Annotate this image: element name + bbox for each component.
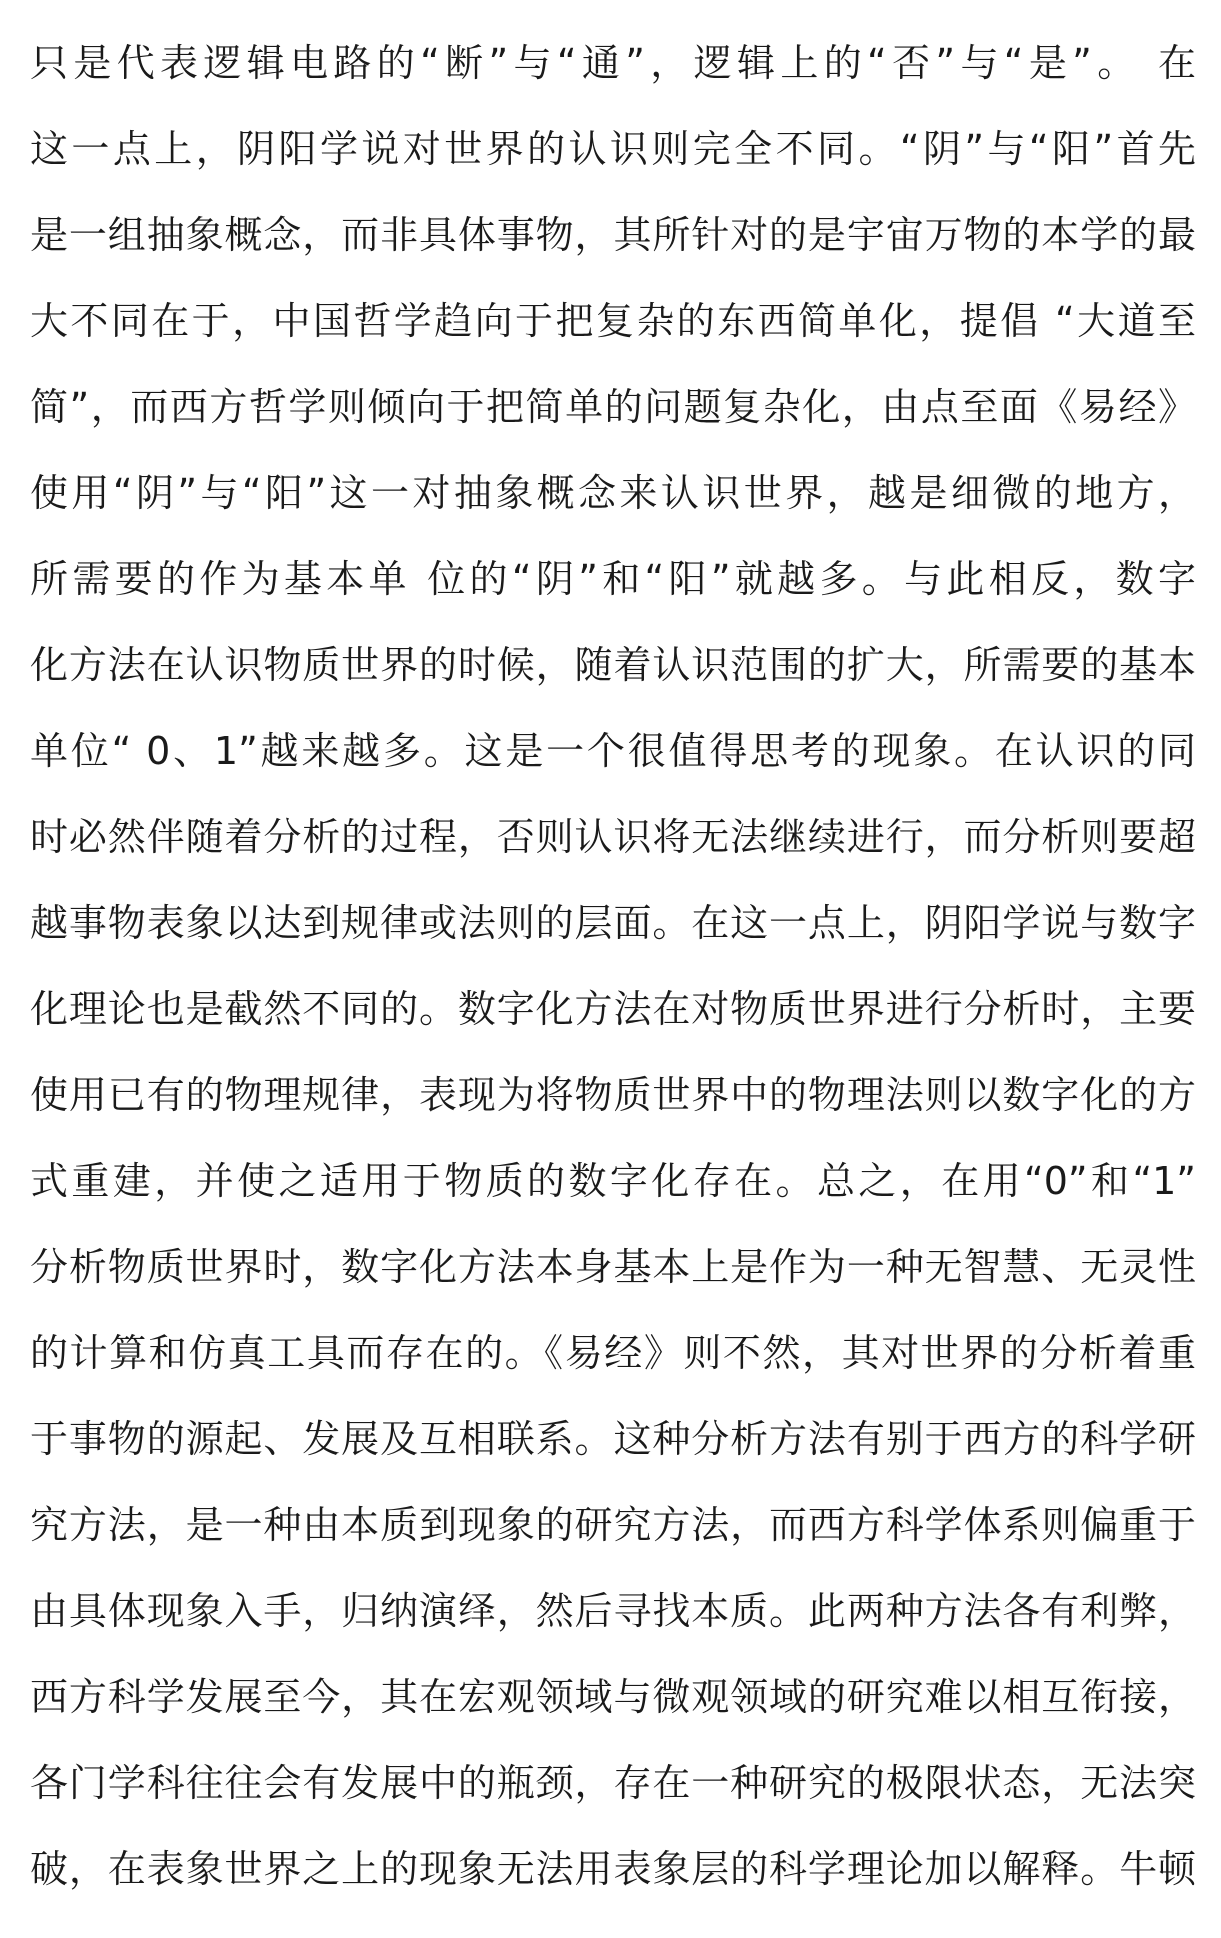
text-line: 各门学科往往会有发展中的瓶颈，存在一种研究的极限状态，无法突 bbox=[30, 1761, 1196, 1805]
text-line: 时必然伴随着分析的过程，否则认识将无法继续进行，而分析则要超 bbox=[30, 815, 1196, 859]
text-line: 简”，而西方哲学则倾向于把简单的问题复杂化，由点至面《易经》 bbox=[30, 385, 1196, 429]
text-line: 分析物质世界时，数字化方法本身基本上是作为一种无智慧、无灵性 bbox=[30, 1245, 1196, 1289]
text-line: 使用“阴”与“阳”这一对抽象概念来认识世界，越是细微的地方， bbox=[30, 471, 1196, 515]
text-line: 究方法，是一种由本质到现象的研究方法，而西方科学体系则偏重于 bbox=[30, 1503, 1196, 1547]
text-line: 破，在表象世界之上的现象无法用表象层的科学理论加以解释。牛顿 bbox=[30, 1847, 1196, 1891]
text-line: 使用已有的物理规律，表现为将物质世界中的物理法则以数字化的方 bbox=[30, 1073, 1196, 1117]
text-line: 是一组抽象概念，而非具体事物，其所针对的是宇宙万物的本学的最 bbox=[30, 213, 1196, 257]
text-line: 西方科学发展至今，其在宏观领域与微观领域的研究难以相互衔接， bbox=[30, 1675, 1196, 1719]
text-line: 化方法在认识物质世界的时候，随着认识范围的扩大，所需要的基本 bbox=[30, 643, 1196, 687]
body-text bbox=[30, 20, 1196, 1912]
text-line: 只是代表逻辑电路的“断”与“通”，逻辑上的“否”与“是”。 在 bbox=[30, 41, 1196, 85]
text-line: 单位“ 0、1”越来越多。这是一个很值得思考的现象。在认识的同 bbox=[30, 729, 1196, 773]
text-line: 这一点上，阴阳学说对世界的认识则完全不同。“阴”与“阳”首先 bbox=[30, 127, 1196, 171]
text-line: 越事物表象以达到规律或法则的层面。在这一点上，阴阳学说与数字 bbox=[30, 901, 1196, 945]
text-line: 大不同在于，中国哲学趋向于把复杂的东西简单化，提倡 “大道至 bbox=[30, 299, 1196, 343]
text-line: 所需要的作为基本单 位的“阴”和“阳”就越多。与此相反，数字 bbox=[30, 557, 1196, 601]
text-line: 由具体现象入手，归纳演绎，然后寻找本质。此两种方法各有利弊， bbox=[30, 1589, 1196, 1633]
text-line: 式重建，并使之适用于物质的数字化存在。总之，在用“0”和“1” bbox=[30, 1159, 1196, 1203]
text-line: 于事物的源起、发展及互相联系。这种分析方法有别于西方的科学研 bbox=[30, 1417, 1196, 1461]
text-line: 化理论也是截然不同的。数字化方法在对物质世界进行分析时，主要 bbox=[30, 987, 1196, 1031]
text-line: 的计算和仿真工具而存在的。《易经》则不然，其对世界的分析着重 bbox=[30, 1331, 1196, 1375]
